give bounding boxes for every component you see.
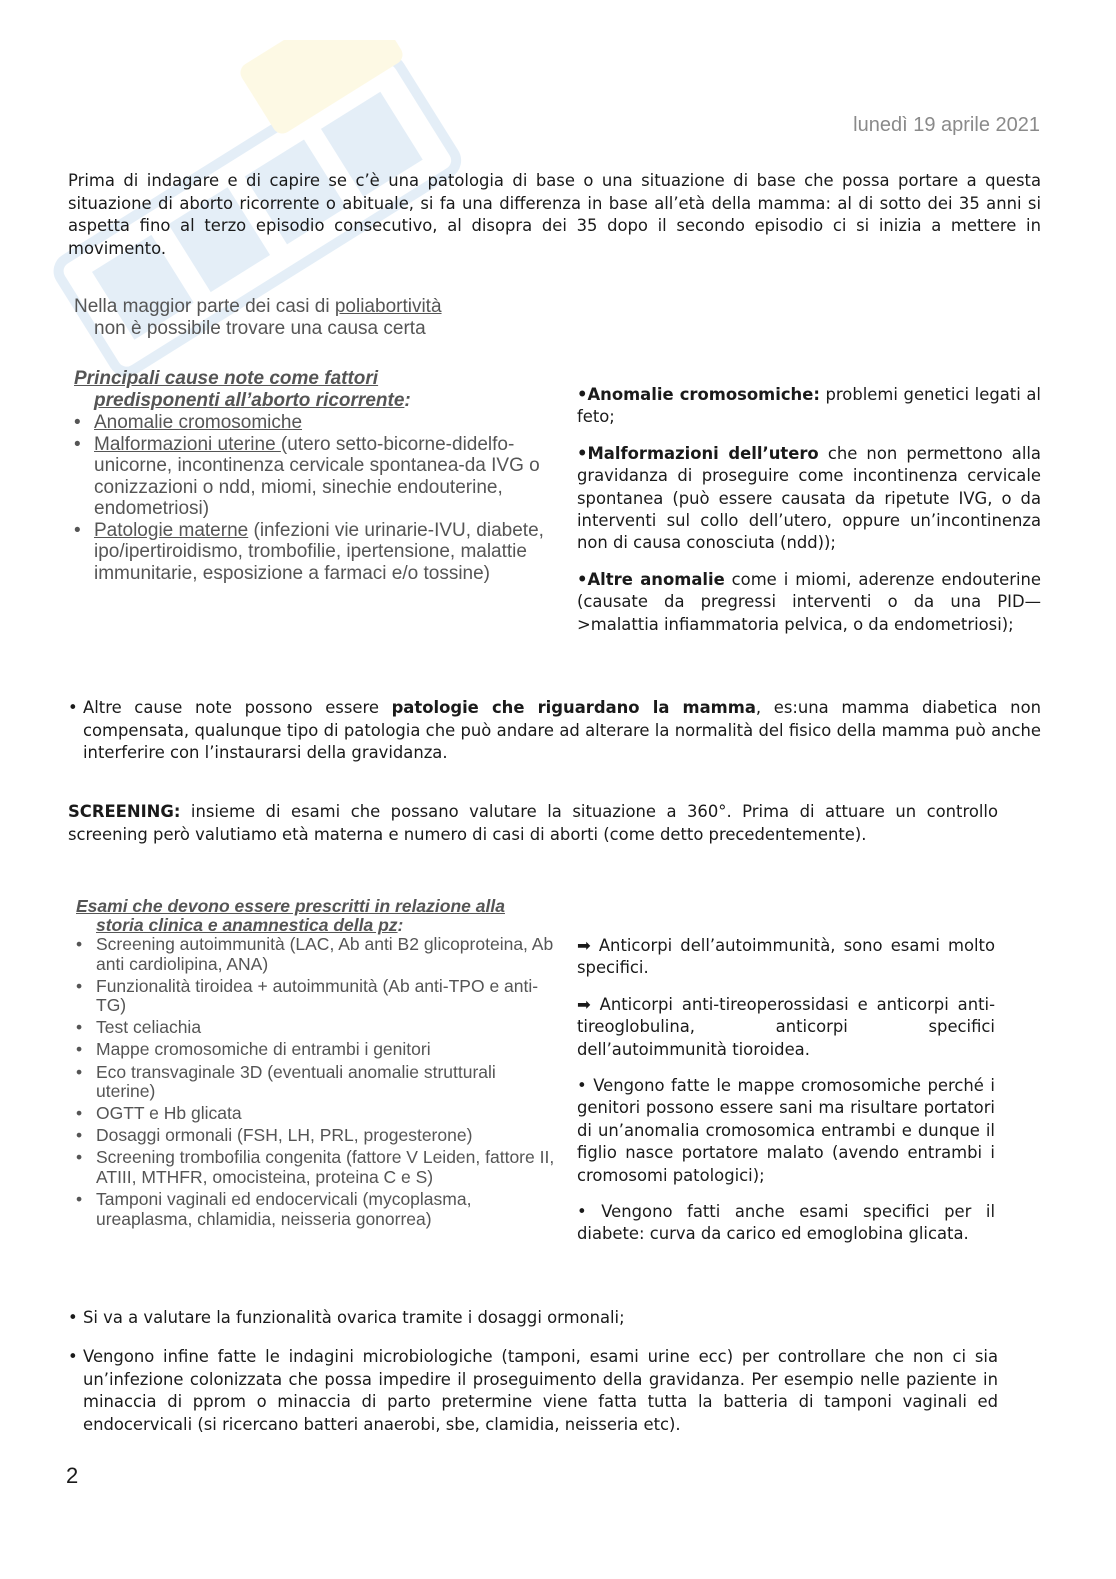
- ovarian-function-bullet: • Si va a valutare la funzionalità ovarica tramite i dosaggi ormonali;: [68, 1308, 625, 1327]
- slide1-list: [74, 412, 544, 584]
- list-item: • Mappe cromosomiche di entrambi i genitori: [96, 1040, 556, 1060]
- slide2-heading-2: storia clinica e anamnestica della pz:: [96, 915, 404, 935]
- cause-uterus: •Malformazioni dell’utero che non permettono alla gravidanza di proseguire come incontinenza cervicale spontanea (può essere causata da ripetute IVG, o da interventi sul collo dell’utero, oppure un’incontinenza non di causa conosciuta (ndd));: [577, 443, 1041, 553]
- list-item: • Eco transvaginale 3D (eventuali anomalie strutturali uterine): [96, 1063, 556, 1102]
- list-item: • Anomalie cromosomiche: [94, 412, 544, 434]
- causes-column: [577, 384, 1041, 650]
- list-item: • Patologie materne (infezioni vie urinarie-IVU, diabete, ipo/ipertiroidismo, trombofilie, ipertensione, malattie immunitarie, esposizione a farmaci e/o tossine): [94, 520, 544, 585]
- slide1-heading-1: Principali cause note come fattori: [74, 368, 379, 389]
- other-causes-bullet: • Altre cause note possono essere patologie che riguardano la mamma, es:una mamma diabetica non compensata, qualunque tipo di patologia che può andare ad alterare la normalità del fisico della mamma può anche interferire con l’instaurarsi della gravidanza.: [68, 698, 1041, 763]
- list-item: • OGTT e Hb glicata: [96, 1104, 556, 1124]
- list-item: • Dosaggi ormonali (FSH, LH, PRL, progesterone): [96, 1126, 556, 1146]
- list-item: • Funzionalità tiroidea + autoimmunità (Ab anti-TPO e anti-TG): [96, 977, 556, 1016]
- exam-note-autoimmunity: ➡ Anticorpi dell’autoimmunità, sono esami molto specifici.: [577, 936, 995, 978]
- list-item: • Test celiachia: [96, 1018, 556, 1038]
- slide2-list: [76, 935, 556, 1229]
- page-date: lunedì 19 aprile 2021: [853, 114, 1040, 136]
- list-item: • Tamponi vaginali ed endocervicali (mycoplasma, ureaplasma, chlamidia, neisseria gonorrea): [96, 1190, 556, 1229]
- exam-note-chromosome-maps: • Vengono fatte le mappe cromosomiche perché i genitori possono essere sani ma risultare portatori di un’anomalia cromosomica entrambi e dunque il figlio nasce portatore malato (avendo entrambi i cromosomi patologici);: [577, 1076, 995, 1185]
- exams-column: [577, 935, 995, 1260]
- list-item: • Screening trombofilia congenita (fattore V Leiden, fattore II, ATIII, MTHFR, omocisteina, proteina C e S): [96, 1148, 556, 1187]
- page-number: 2: [66, 1463, 79, 1488]
- list-item: • Malformazioni uterine (utero setto-bicorne-didelfo-unicorne, incontinenza cervicale spontanea-da IVG o conizzazioni o ndd, miomi, sinechie endouterine, endometriosi): [94, 434, 544, 520]
- slide-image-causes: [74, 296, 544, 584]
- slide1-line1: Nella maggior parte dei casi di poliabortività: [74, 296, 442, 317]
- slide-image-exams: [76, 897, 556, 1232]
- slide1-heading-2: predisponenti all’aborto ricorrente:: [94, 390, 411, 411]
- exam-note-thyroid: ➡ Anticorpi anti-tireoperossidasi e anticorpi anti-tireoglobulina, anticorpi specifici dell’autoimmunità tioroidea.: [577, 994, 995, 1059]
- list-item: • Screening autoimmunità (LAC, Ab anti B2 glicoproteina, Ab anti cardiolipina, ANA): [96, 935, 556, 974]
- exam-note-diabetes: • Vengono fatti anche esami specifici per il diabete: curva da carico ed emoglobina glicata.: [577, 1202, 995, 1244]
- slide2-heading-1: Esami che devono essere prescritti in relazione alla: [76, 896, 505, 916]
- screening-paragraph: SCREENING: insieme di esami che possano valutare la situazione a 360°. Prima di attuare un controllo screening però valutiamo età materna e numero di casi di aborti (come detto precedentemente).: [68, 802, 998, 844]
- slide1-line2: non è possibile trovare una causa certa: [94, 318, 426, 339]
- cause-other: •Altre anomalie come i miomi, aderenze endouterine (causate da pregressi interventi o da una PID—>malattia infiammatoria pelvica, o da endometriosi);: [577, 569, 1041, 634]
- cause-chromosomal: •Anomalie cromosomiche: problemi genetici legati al feto;: [577, 385, 1041, 427]
- intro-paragraph: Prima di indagare e di capire se c’è una patologia di base o una situazione di base che possa portare a questa situazione di aborto ricorrente o abituale, si fa una differenza in base all’età della mamma: al di sotto dei 35 anni si aspetta fino al terzo episodio consecutivo, al disopra dei 35 dopo il secondo episodio ci si inizia a mettere in movimento.: [68, 171, 1041, 258]
- microbiology-bullet: • Vengono infine fatte le indagini microbiologiche (tamponi, esami urine ecc) per controllare che non ci sia un’infezione colonizzata che possa impedire il proseguimento della gravidanza. Per esempio nelle paziente in minaccia di pprom o minaccia di parto pretermine viene fatta tutta la batteria di tamponi vaginali ed endocervicali (si ricercano batteri anaerobi, sbe, clamidia, neisseria etc).: [68, 1347, 998, 1434]
